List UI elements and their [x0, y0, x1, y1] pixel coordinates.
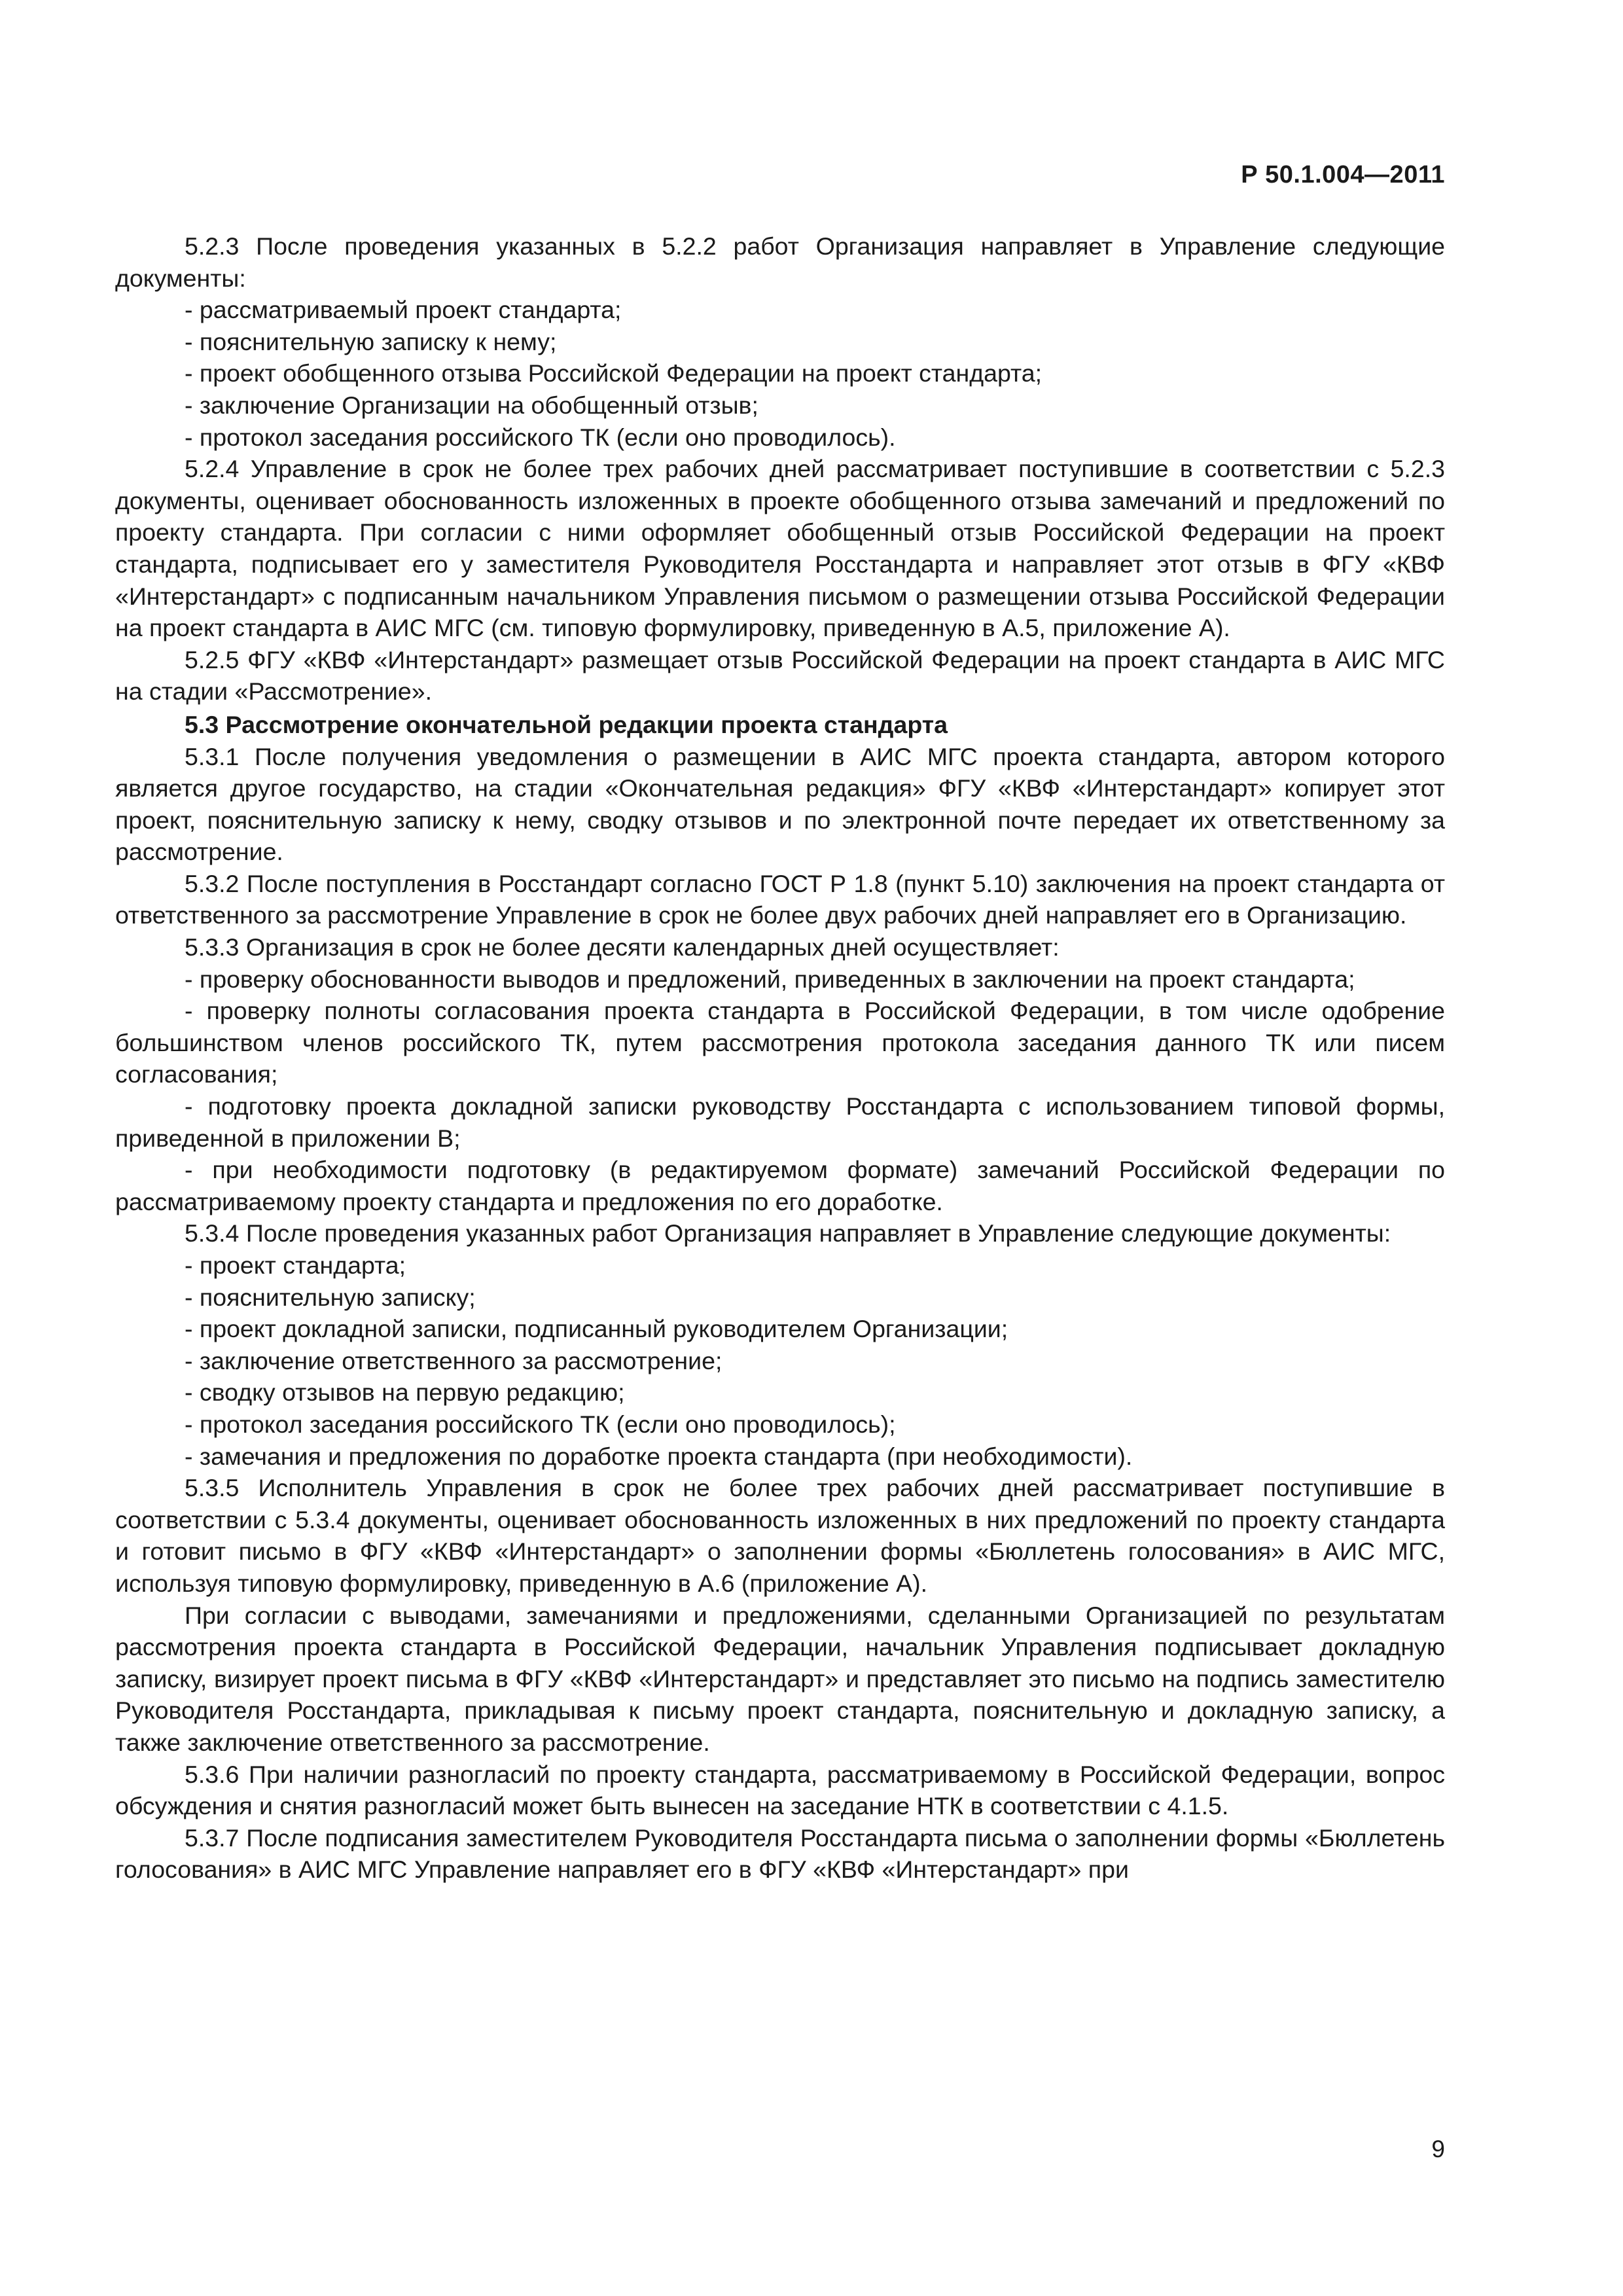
list-item: - проверку полноты согласования проекта стандарта в Российской Федерации, в том числе одобрение большинством членов российского ТК, путем рассмотрения протокола заседания данного ТК или писем согласования; [115, 997, 1445, 1088]
list-item: - пояснительную записку к нему; [185, 327, 557, 355]
paragraph-5-3-2: 5.3.2 После поступления в Росстандарт согласно ГОСТ Р 1.8 (пункт 5.10) заключения на проект стандарта от ответственного за рассмотрение Управление в срок не более двух рабочих дней направляет его в Организацию. [115, 869, 1445, 929]
list-item: - пояснительную записку; [185, 1283, 476, 1311]
paragraph-5-3-6: 5.3.6 При наличии разногласий по проекту стандарта, рассматриваемому в Российской Федерации, вопрос обсуждения и снятия разногласий может быть вынесен на заседание НТК в соответствии с 4.1.5. [115, 1760, 1445, 1820]
paragraph-5-3-1: 5.3.1 После получения уведомления о размещении в АИС МГС проекта стандарта, автором которого является другое государство, на стадии «Окончательная редакция» ФГУ «КВФ «Интерстандарт» копирует этот проект, пояснительную записку к нему, сводку отзывов и по электронной почте передает их ответственному за рассмотрение. [115, 742, 1445, 866]
list-item: - проект стандарта; [185, 1251, 406, 1279]
paragraph-5-3-3: 5.3.3 Организация в срок не более десяти календарных дней осуществляет: [185, 933, 1060, 961]
list-item: - проверку обоснованности выводов и предложений, приведенных в заключении на проект стандарта; [185, 965, 1355, 993]
document-page [115, 0, 1445, 2296]
list-item: - сводку отзывов на первую редакцию; [185, 1378, 625, 1407]
list-item: - заключение ответственного за рассмотрение; [185, 1346, 722, 1374]
section-heading-5-3: 5.3 Рассмотрение окончательной редакции проекта стандарта [185, 710, 948, 738]
paragraph-5-2-4: 5.2.4 Управление в срок не более трех рабочих дней рассматривает поступившие в соответствии с 5.2.3 документы, оценивает обоснованность изложенных в проекте обобщенного отзыва замечаний и предложений по проекту стандарта. При согласии с ними оформляет обобщенный отзыв Российской Федерации на проект стандарта, подписывает его у заместителя Руководителя Росстандарта и направляет этот отзыв в ФГУ «КВФ «Интерстандарт» с подписанным начальником Управления письмом о размещении отзыва Российской Федерации на проект стандарта в АИС МГС (см. типовую формулировку, приведенную в А.5, приложение А). [115, 455, 1445, 642]
list-item: - рассматриваемый проект стандарта; [185, 296, 622, 324]
paragraph-5-3-7: 5.3.7 После подписания заместителем Руководителя Росстандарта письма о заполнении формы «Бюллетень голосования» в АИС МГС Управление направляет его в ФГУ «КВФ «Интерстандарт» при [115, 1823, 1445, 1884]
list-item: - подготовку проекта докладной записки руководству Росстандарта с использованием типовой формы, приведенной в приложении В; [115, 1092, 1445, 1152]
paragraph-5-3-5: 5.3.5 Исполнитель Управления в срок не более трех рабочих дней рассматривает поступившие в соответствии с 5.3.4 документы, оценивает обоснованность изложенных в них предложений по проекту стандарта и готовит письмо в ФГУ «КВФ «Интерстандарт» о заполнении формы «Бюллетень голосования» в АИС МГС, используя типовую формулировку, приведенную в А.6 (приложение А). [115, 1474, 1445, 1597]
list-item: - проект обобщенного отзыва Российской Федерации на проект стандарта; [185, 359, 1043, 387]
document-body [115, 230, 1445, 1886]
paragraph-5-3-5-continued: При согласии с выводами, замечаниями и предложениями, сделанными Организацией по результатам рассмотрения проекта стандарта в Российской Федерации, начальник Управления подписывает докладную записку, визирует проект письма в ФГУ «КВФ «Интерстандарт» и представляет это письмо на подпись заместителю Руководителя Росстандарта, прикладывая к письму проект стандарта, пояснительную и докладную записку, а также заключение ответственного за рассмотрение. [115, 1601, 1445, 1756]
list-item: - протокол заседания российского ТК (если оно проводилось); [185, 1410, 896, 1438]
list-item: - при необходимости подготовку (в редактируемом формате) замечаний Российской Федерации по рассматриваемому проекту стандарта и предложения по его доработке. [115, 1156, 1445, 1215]
paragraph-5-3-4: 5.3.4 После проведения указанных работ Организация направляет в Управление следующие документы: [185, 1219, 1391, 1247]
list-item: - протокол заседания российского ТК (если оно проводилось). [185, 423, 896, 451]
page-number: 9 [1431, 2136, 1445, 2162]
paragraph-5-2-5: 5.2.5 ФГУ «КВФ «Интерстандарт» размещает отзыв Российской Федерации на проект стандарта в АИС МГС на стадии «Рассмотрение». [115, 645, 1445, 706]
list-item: - замечания и предложения по доработке проекта стандарта (при необходимости). [185, 1442, 1133, 1470]
list-item: - проект докладной записки, подписанный руководителем Организации; [185, 1315, 1008, 1343]
paragraph-5-2-3: 5.2.3 После проведения указанных в 5.2.2 работ Организация направляет в Управление следующие документы: [115, 232, 1445, 292]
list-item: - заключение Организации на обобщенный отзыв; [185, 391, 758, 419]
document-code: Р 50.1.004—2011 [1241, 161, 1445, 188]
